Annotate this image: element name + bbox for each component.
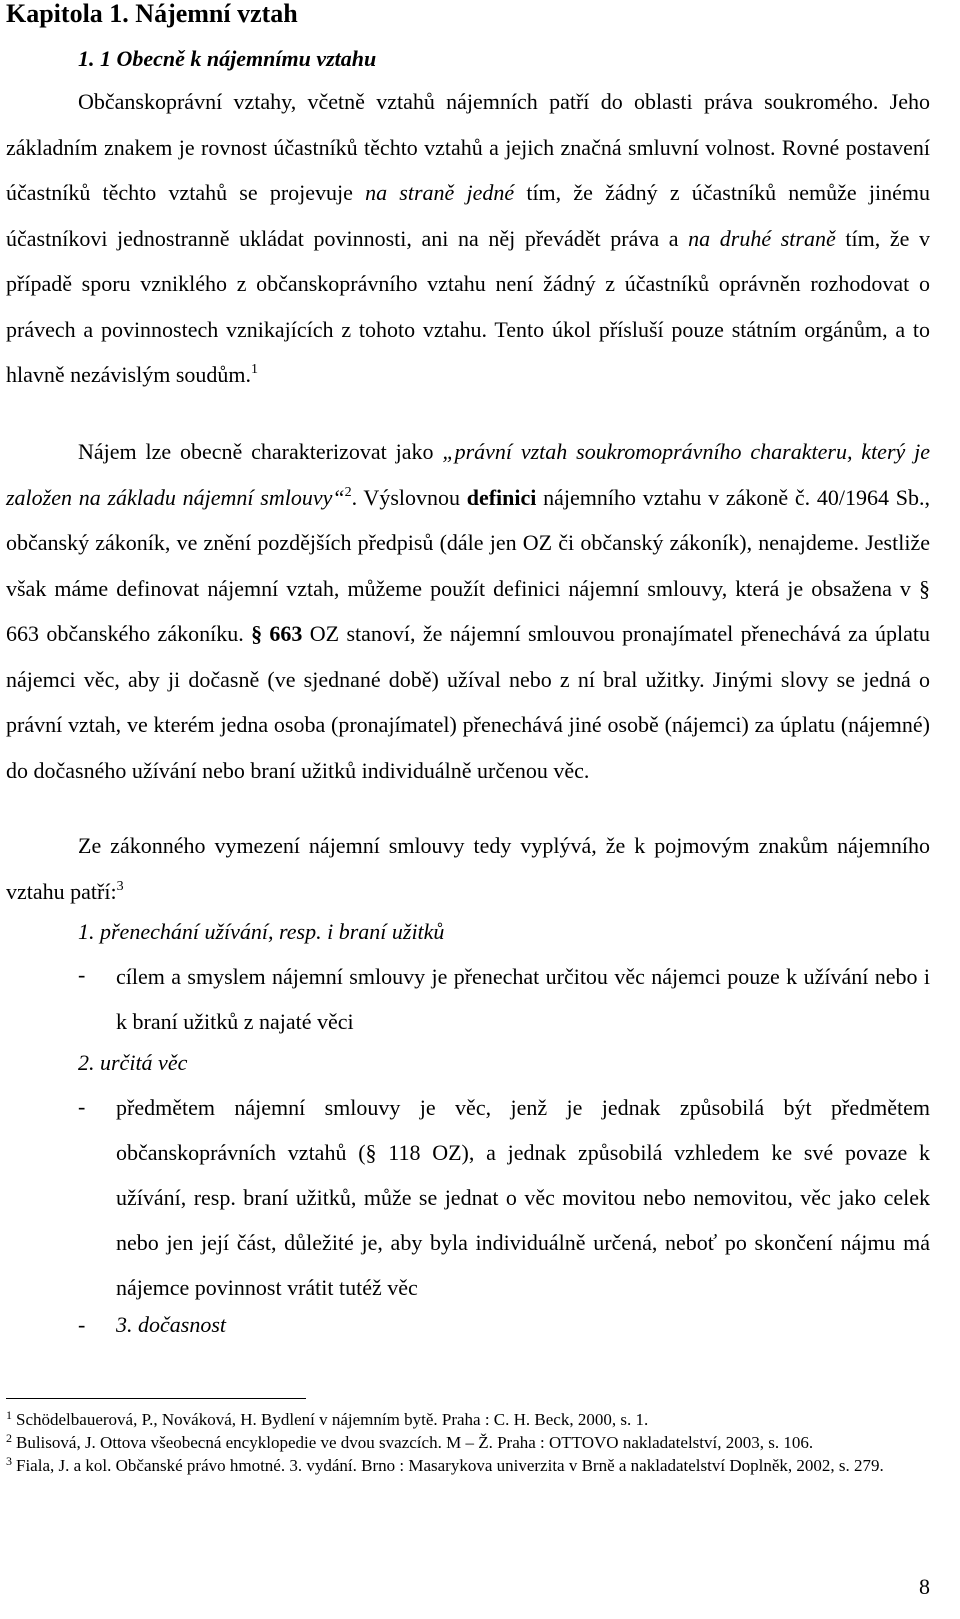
list-dash-2: - (78, 1094, 86, 1119)
section-title: 1. 1 Obecně k nájemnímu vztahu (78, 46, 377, 71)
footnote-text: Fiala, J. a kol. Občanské právo hmotné. 3. vydání. Brno : Masarykova univerzita v Brně a nakladatelství Doplněk, 2002, s. 279. (16, 1456, 884, 1475)
p1-text-c: tím, že žádný z účastníků nemůže jinému účastníkovi jednostranně ukládat povinnosti, ani na něj převádět práva a (6, 180, 930, 251)
p2-bold-definici: definici (466, 484, 537, 510)
p2-bold-663: § 663 (251, 621, 303, 646)
footnote-3 (6, 1454, 930, 1477)
footnote-text: Schödelbauerová, P., Nováková, H. Bydlení v nájemním bytě. Praha : C. H. Beck, 2000, s. 1. (16, 1410, 649, 1429)
p2-text-c: . Výslovnou (351, 484, 467, 510)
footnote-2 (6, 1431, 930, 1454)
list-heading-3: 3. dočasnost (116, 1312, 226, 1337)
list-heading-1: 1. přenechání užívání, resp. i braní užitků (78, 919, 445, 944)
p2-text-a: Nájem lze obecně charakterizovat jako (78, 439, 443, 464)
paragraph-1 (6, 79, 930, 398)
footnote-ref-1[interactable]: 1 (251, 362, 259, 377)
list-item-1: cílem a smyslem nájemní smlouvy je přenechat určitou věc nájemci pouze k užívání nebo i k braní užitků z najaté věci (116, 964, 930, 1034)
page-number: 8 (919, 1574, 930, 1599)
paragraph-2 (6, 429, 930, 793)
p1-italic-b: na straně jedné (365, 180, 515, 205)
list-dash-3: - (78, 1312, 86, 1337)
footnote-number: 3 (6, 1454, 12, 1468)
list-dash-1: - (78, 962, 86, 987)
p3-text: Ze zákonného vymezení nájemní smlouvy tedy vyplývá, že k pojmovým znakům nájemního vztahu patří: (6, 833, 930, 904)
footnote-separator (6, 1398, 306, 1399)
footnote-ref-2[interactable]: 2 (344, 484, 352, 500)
p2-text-e: nájemního vztahu v zákoně č. 40/1964 Sb., občanský zákoník, ve znění pozdějších předpisů (dále jen OZ či občanský zákoník), nenajdeme. Jestliže však máme definovat nájemní vztah, můžeme použít definici nájemní smlouvy, která je obsažena v § 663 občanského zákoníku. (6, 484, 930, 646)
footnote-number: 2 (6, 1431, 12, 1445)
list-heading-2: 2. určitá věc (78, 1050, 188, 1075)
p1-text-a: Občanskoprávní vztahy, včetně vztahů nájemních patří do oblasti práva soukromého. Jeho základním znakem je rovnost účastníků těchto vztahů a jejich značná smluvní volnost. Rovné postavení účastníků těchto vztahů se projevuje (6, 89, 930, 205)
footnote-number: 1 (6, 1408, 12, 1422)
footnote-ref-3[interactable]: 3 (116, 878, 124, 894)
paragraph-3 (6, 823, 930, 914)
footnotes (6, 1408, 930, 1477)
p1-text-e: tím, že v případě sporu vzniklého z občanskoprávního vztahu není žádný z účastníků oprávněn rozhodovat o právech a povinnostech vznikajících z tohoto vztahu. Tento úkol přísluší pouze státním orgánům, a to hlavně nezávislým soudům. (6, 225, 931, 387)
chapter-title: Kapitola 1. Nájemní vztah (6, 0, 298, 28)
footnote-text: Bulisová, J. Ottova všeobecná encyklopedie ve dvou svazcích. M – Ž. Praha : OTTOVO nakladatelství, 2003, s. 106. (16, 1433, 814, 1452)
p1-italic-d: na druhé straně (688, 225, 836, 251)
p2-text-g: OZ stanoví, že nájemní smlouvou pronajímatel přenechává za úplatu nájemci věc, aby ji dočasně (ve sjednané době) užíval nebo z ní bral užitky. Jinými slovy se jedná o právní vztah, ve kterém jedna osoba (pronajímatel) přenechává jiné osobě (nájemci) za úplatu (nájemné) do dočasného užívání nebo braní užitků individuálně určenou věc. (6, 621, 930, 783)
p2-italic-quote: „právní vztah soukromoprávního charakteru, který je založen na základu nájemní smlouvy“ (6, 439, 931, 510)
list-item-2: předmětem nájemní smlouvy je věc, jenž je jednak způsobilá být předmětem občanskoprávních vztahů (§ 118 OZ), a jednak způsobilá vzhledem ke své povaze k užívání, resp. braní užitků, může se jednat o věc movitou nebo nemovitou, věc jako celek nebo jen její část, důležité je, aby byla individuálně určená, neboť po skončení nájmu má nájemce povinnost vrátit tutéž věc (116, 1095, 930, 1300)
footnote-1 (6, 1408, 930, 1431)
